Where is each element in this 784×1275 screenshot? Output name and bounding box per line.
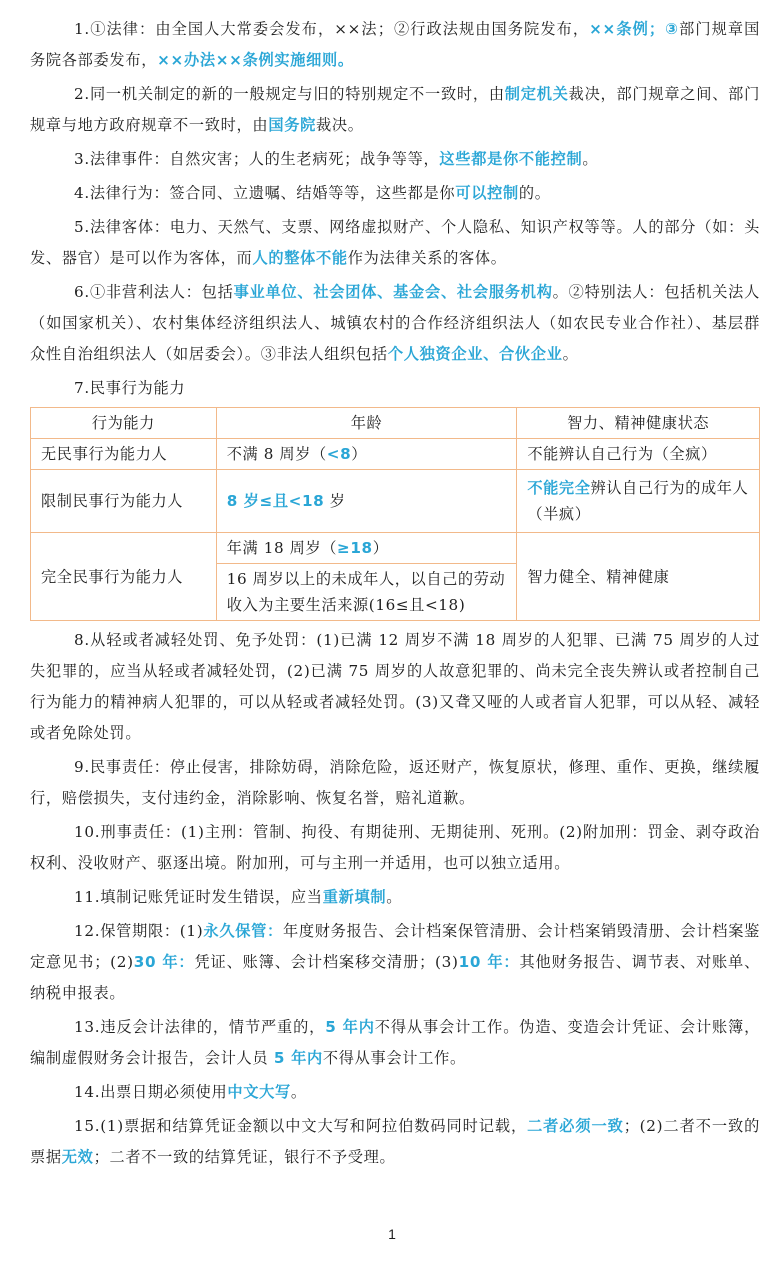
paragraph — [30, 144, 760, 175]
text-run: 。 — [386, 888, 403, 906]
highlighted-text: 事业单位、社会团体、基金会、社会服务机构 — [233, 283, 553, 301]
text-run: 3.法律事件：自然灾害；人的生老病死；战争等等， — [74, 150, 440, 168]
text-run: 1.①法律：由全国人大常委会发布，××法；②行政法规由国务院发布， — [74, 20, 590, 38]
cell-highlight: 8 岁≤且<18 — [226, 492, 325, 510]
text-run: 作为法律关系的客体。 — [347, 249, 507, 267]
text-run: 12.保管期限：(1) — [74, 922, 204, 940]
table-header-row — [31, 408, 760, 439]
document-page — [30, 14, 760, 1176]
paragraph — [30, 752, 760, 814]
text-run: 5.法律客体：电力、天然气、支票、网络虚拟财产、个人隐私、知识产权等等。人的部分（如：头发、器官）是可以作为客体，而 — [30, 218, 760, 267]
cell-text: 年满 18 周岁（ — [226, 539, 338, 557]
highlighted-text: 这些都是你不能控制 — [439, 150, 583, 168]
cell-highlight: <8 — [326, 445, 352, 463]
table-header: 智力、精神健康状态 — [517, 408, 760, 439]
highlighted-text: 可以控制 — [455, 184, 519, 202]
text-run: 11.填制记账凭证时发生错误，应当 — [74, 888, 323, 906]
text-run: ；二者不一致的结算凭证，银行不予受理。 — [93, 1148, 396, 1166]
highlighted-text: 二者必须一致 — [527, 1117, 624, 1135]
cell-text: 辨认自己行为的成年人（半疯） — [527, 479, 749, 523]
table-cell — [517, 470, 760, 533]
paragraph — [30, 14, 760, 76]
highlighted-text: 重新填制 — [322, 888, 387, 906]
table-header: 年龄 — [216, 408, 517, 439]
cell-highlight: ≥18 — [337, 539, 373, 557]
paragraph — [30, 277, 760, 370]
text-run: 6.①非营利法人：包括 — [74, 283, 234, 301]
table-cell: 限制民事行为能力人 — [31, 470, 217, 533]
text-run: 8.从轻或者减轻处罚、免予处罚：(1)已满 12 周岁不满 18 周岁的人犯罪、已满 75 周岁的人过失犯罪的，应当从轻或者减轻处罚，(2)已满 75 周岁的人故意犯罪的、尚未完全丧失辨认或者控制自己行为能力的精神病人犯罪的，可以从轻或者减轻处罚。(3)又聋又哑的人或者盲人犯罪，可以从轻、减轻或者免除处罚。 — [30, 631, 760, 742]
paragraph — [30, 625, 760, 749]
text-run: 年度财务报告、会计档案保管清册、会计档案销毁清册、会计档案鉴定意见书；(2) — [30, 922, 761, 971]
table-cell: 完全民事行为能力人 — [31, 533, 217, 621]
table-row — [31, 533, 760, 564]
text-run: 。 — [290, 1083, 307, 1101]
highlighted-text: ××条例；③ — [589, 20, 680, 38]
text-run: 部门规章国务院各部委发布， — [30, 20, 760, 69]
text-run: 裁决，部门规章之间、部门规章与地方政府规章不一致时，由 — [30, 85, 760, 134]
text-run: 15.(1)票据和结算凭证金额以中文大写和阿拉伯数码同时记载， — [74, 1117, 528, 1135]
paragraph-group-1 — [30, 14, 760, 404]
table-cell: 16 周岁以上的未成年人，以自己的劳动收入为主要生活来源(16≤且<18) — [216, 564, 517, 621]
highlighted-text: 5 年内 — [325, 1018, 375, 1036]
text-run: 10.刑事责任：(1)主刑：管制、拘役、有期徒刑、无期徒刑、死刑。(2)附加刑：罚金、剥夺政治权利、没收财产、驱逐出境。附加刑，可与主刑一并适用，也可以独立适用。 — [30, 823, 760, 872]
paragraph — [30, 1012, 760, 1074]
text-run: 。②特别法人：包括机关法人（如国家机关）、农村集体经济组织法人、城镇农村的合作经济组织法人（如农民专业合作社）、基层群众性自治组织法人（如居委会）。③非法人组织包括 — [30, 283, 760, 363]
table-cell: 智力健全、精神健康 — [517, 533, 760, 621]
paragraph — [30, 817, 760, 879]
paragraph — [30, 1111, 760, 1173]
paragraph — [30, 882, 760, 913]
highlighted-text: 制定机关 — [504, 85, 569, 103]
highlighted-text: 永久保管： — [203, 922, 283, 940]
highlighted-text: 10 年： — [458, 953, 520, 971]
paragraph-group-2 — [30, 625, 760, 1173]
cell-text: 岁 — [324, 492, 346, 510]
paragraph — [30, 916, 760, 1009]
highlighted-text: 30 年： — [133, 953, 195, 971]
table-cell: 无民事行为能力人 — [31, 439, 217, 470]
text-run: 2.同一机关制定的新的一般规定与旧的特别规定不一致时，由 — [74, 85, 505, 103]
text-run: 裁决。 — [315, 116, 364, 134]
text-run: 其他财务报告、调节表、对账单、纳税申报表。 — [30, 953, 760, 1002]
paragraph — [30, 79, 760, 141]
table-row — [31, 470, 760, 533]
text-run: 9.民事责任：停止侵害，排除妨碍，消除危险，返还财产，恢复原状，修理、重作、更换，继续履行，赔偿损失，支付违约金，消除影响、恢复名誉，赔礼道歉。 — [30, 758, 760, 807]
text-run: 。 — [582, 150, 599, 168]
text-run: 7.民事行为能力 — [74, 379, 186, 397]
cell-text: 不满 8 周岁（ — [226, 445, 327, 463]
cell-highlight: 不能完全 — [527, 479, 591, 497]
paragraph — [30, 178, 760, 209]
table-cell — [216, 470, 517, 533]
capacity-table — [30, 407, 760, 621]
text-run: ；(2)二者不一致的票据 — [30, 1117, 760, 1166]
text-run: 13.违反会计法律的，情节严重的， — [74, 1018, 326, 1036]
paragraph — [30, 212, 760, 274]
text-run: 凭证、账簿、会计档案移交清册；(3) — [194, 953, 459, 971]
table-row — [31, 439, 760, 470]
text-run: 。 — [562, 345, 579, 363]
paragraph — [30, 373, 760, 404]
table-header: 行为能力 — [31, 408, 217, 439]
table-cell — [216, 533, 517, 564]
highlighted-text: 个人独资企业、合伙企业 — [387, 345, 563, 363]
highlighted-text: ××办法××条例实施细则。 — [157, 51, 354, 69]
highlighted-text: 中文大写 — [227, 1083, 291, 1101]
highlighted-text: 5 年内 — [273, 1049, 323, 1067]
text-run: 的。 — [518, 184, 551, 202]
cell-text: ） — [372, 539, 389, 557]
highlighted-text: 无效 — [61, 1148, 94, 1166]
text-run: 不得从事会计工作。 — [322, 1049, 466, 1067]
text-run: 14.出票日期必须使用 — [74, 1083, 228, 1101]
table-cell — [216, 439, 517, 470]
text-run: 4.法律行为：签合同、立遗嘱、结婚等等，这些都是你 — [74, 184, 456, 202]
highlighted-text: 国务院 — [268, 116, 316, 134]
paragraph — [30, 1077, 760, 1108]
page-number: 1 — [388, 1226, 396, 1242]
cell-text: ） — [351, 445, 368, 463]
highlighted-text: 人的整体不能 — [252, 249, 348, 267]
text-run: 不得从事会计工作。伪造、变造会计凭证、会计账簿，编制虚假财务会计报告，会计人员 — [30, 1018, 760, 1067]
table-cell: 不能辨认自己行为（全疯） — [517, 439, 760, 470]
